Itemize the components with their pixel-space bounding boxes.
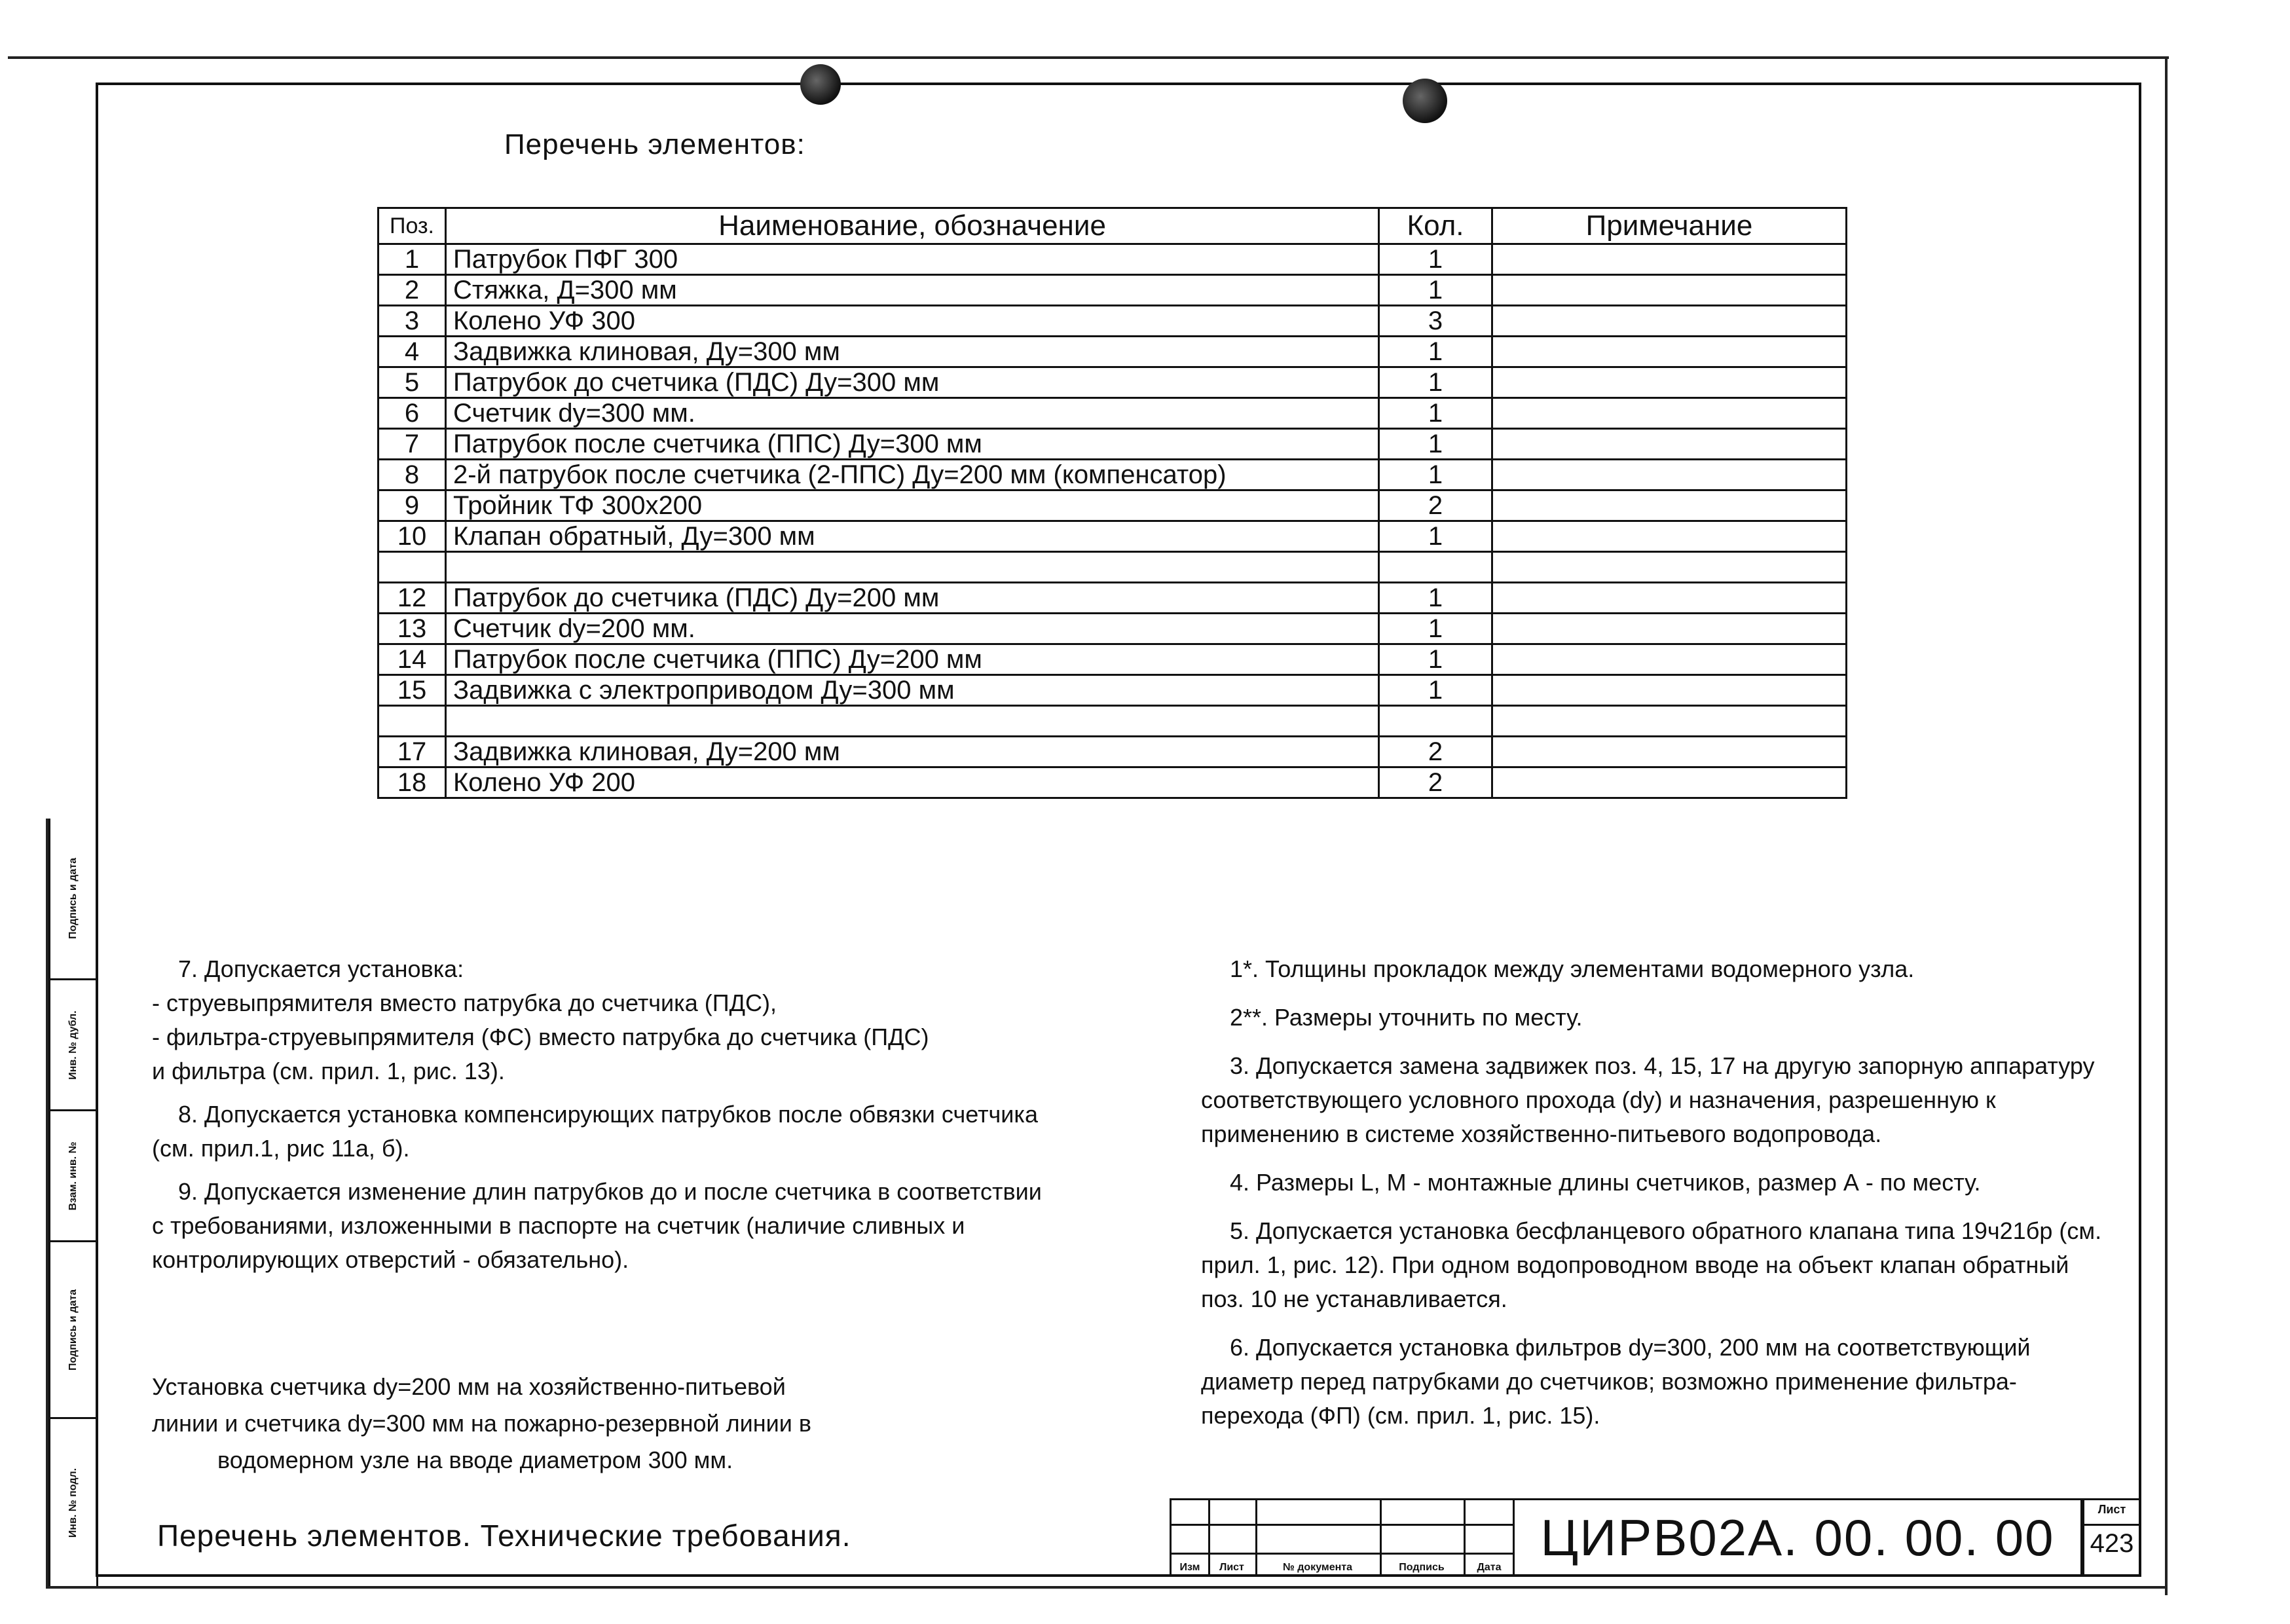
cell-name: Счетчик dy=200 мм.: [446, 614, 1379, 644]
right-border-line: [2165, 56, 2168, 1595]
cell-name: Задвижка с электроприводом Ду=300 мм: [446, 675, 1379, 706]
table-row: [379, 306, 1847, 337]
table-row: [379, 490, 1847, 521]
cell-qty: 1: [1379, 398, 1492, 429]
cell-note: [1492, 460, 1847, 490]
cell-qty: 1: [1379, 429, 1492, 460]
install-line-3: водомерном узле на вводе диаметром 300 мм.: [217, 1447, 733, 1473]
cell-name: [446, 706, 1379, 737]
cell-name: Задвижка клиновая, Ду=300 мм: [446, 337, 1379, 367]
cell-pos: 10: [379, 521, 446, 552]
label-doc-number: № документа: [1282, 1562, 1353, 1573]
side-stamp-cell: Инв. № дубл.: [50, 978, 96, 1109]
cell-pos: 15: [379, 675, 446, 706]
cell-qty: 1: [1379, 521, 1492, 552]
cell-note: [1492, 337, 1847, 367]
cell-name: Патрубок после счетчика (ППС) Ду=200 мм: [446, 644, 1379, 675]
note-5: 5. Допускается установка бесфланцевого обратного клапана типа 19ч21бр (см. прил. 1, рис. 12). При одном водопроводном вводе на объект клапан обратный поз. 10 не устанавливается.: [1201, 1217, 2102, 1312]
cell-pos: 18: [379, 767, 446, 798]
note-3: 3. Допускается замена задвижек поз. 4, 15, 17 на другую запорную аппаратуру соответствующего условного прохода (dy) и назначения, разрешенную к применению в системе хозяйственно-питьевого водопровода.: [1201, 1052, 2095, 1147]
header-name: Наименование, обозначение: [446, 208, 1379, 244]
table-row: [379, 275, 1847, 306]
cell-qty: 2: [1379, 737, 1492, 767]
note-1: 1*. Толщины прокладок между элементами водомерного узла.: [1230, 955, 1915, 982]
table-row: [379, 337, 1847, 367]
cell-qty: 1: [1379, 367, 1492, 398]
cell-qty: 1: [1379, 337, 1492, 367]
cell-qty: 1: [1379, 244, 1492, 275]
note-8: 8. Допускается установка компенсирующих патрубков после обвязки счетчика (см. прил.1, рис 11а, б).: [152, 1101, 1038, 1162]
cell-pos: [379, 552, 446, 583]
label-signature: Подпись: [1399, 1562, 1445, 1573]
cell-name: Колено УФ 200: [446, 767, 1379, 798]
bottom-border-line: [46, 1586, 2168, 1589]
cell-pos: 17: [379, 737, 446, 767]
cell-qty: 1: [1379, 614, 1492, 644]
document-code: ЦИРВ02А. 00. 00. 00: [1540, 1508, 2055, 1566]
cell-pos: 14: [379, 644, 446, 675]
cell-pos: [379, 706, 446, 737]
side-stamp-cell: Инв. № подл.: [50, 1417, 96, 1586]
cell-pos: 9: [379, 490, 446, 521]
elements-table: [377, 207, 1847, 799]
cell-note: [1492, 552, 1847, 583]
table-row: [379, 706, 1847, 737]
table-row: [379, 644, 1847, 675]
cell-qty: 1: [1379, 644, 1492, 675]
cell-name: Счетчик dy=300 мм.: [446, 398, 1379, 429]
page-title: Перечень элементов:: [504, 128, 805, 160]
sheet-number: 423: [2090, 1529, 2134, 1558]
table-row: [379, 552, 1847, 583]
cell-note: [1492, 675, 1847, 706]
cell-qty: 1: [1379, 675, 1492, 706]
cell-note: [1492, 275, 1847, 306]
top-border-line: [8, 56, 2169, 59]
cell-qty: 3: [1379, 306, 1492, 337]
cell-name: [446, 552, 1379, 583]
table-row: [379, 737, 1847, 767]
side-stamp-cell: Подпись и дата: [67, 858, 79, 939]
cell-name: Стяжка, Д=300 мм: [446, 275, 1379, 306]
table-row: [379, 367, 1847, 398]
note-6: 6. Допускается установка фильтров dy=300, 200 мм на соответствующий диаметр перед патрубками до счетчиков; возможно применение фильтра-перехода (ФП) (см. прил. 1, рис. 15).: [1201, 1334, 2031, 1429]
revision-grid: [1170, 1498, 1513, 1577]
cell-name: Тройник ТФ 300х200: [446, 490, 1379, 521]
cell-qty: [1379, 706, 1492, 737]
install-line-1: Установка счетчика dy=200 мм на хозяйственно-питьевой: [152, 1373, 786, 1400]
cell-qty: 2: [1379, 490, 1492, 521]
table-row: [379, 767, 1847, 798]
left-notes: [152, 952, 1056, 1277]
note-7-item-b: - фильтра-струевыпрямителя (ФС) вместо патрубка до счетчика (ПДС): [152, 1024, 929, 1050]
note-2: 2**. Размеры уточнить по месту.: [1230, 1004, 1583, 1031]
header-qty: Кол.: [1379, 208, 1492, 244]
cell-note: [1492, 644, 1847, 675]
cell-qty: 2: [1379, 767, 1492, 798]
cell-note: [1492, 398, 1847, 429]
cell-note: [1492, 767, 1847, 798]
installation-description: [152, 1369, 977, 1479]
label-date: Дата: [1477, 1562, 1502, 1573]
label-izm: Изм: [1179, 1562, 1200, 1573]
note-7-item-a: - струевыпрямителя вместо патрубка до счетчика (ПДС),: [152, 989, 777, 1016]
cell-pos: 8: [379, 460, 446, 490]
cell-pos: 3: [379, 306, 446, 337]
table-row: [379, 429, 1847, 460]
cell-note: [1492, 429, 1847, 460]
table-row: [379, 398, 1847, 429]
cell-name: 2-й патрубок после счетчика (2-ППС) Ду=200 мм (компенсатор): [446, 460, 1379, 490]
install-line-2: линии и счетчика dy=300 мм на пожарно-резервной линии в: [152, 1410, 811, 1437]
cell-pos: 1: [379, 244, 446, 275]
cell-name: Патрубок до счетчика (ПДС) Ду=200 мм: [446, 583, 1379, 614]
right-notes: [1201, 952, 2111, 1433]
note-9: 9. Допускается изменение длин патрубков до и после счетчика в соответствии с требованиями, изложенными в паспорте на счетчик (наличие сливных и контролирующих отверстий - обязательно).: [152, 1178, 1042, 1273]
table-body: [379, 244, 1847, 798]
side-stamp-cell: Взам. инв. №: [50, 1109, 96, 1240]
cell-pos: 4: [379, 337, 446, 367]
punch-hole-icon: [1403, 79, 1447, 123]
cell-note: [1492, 706, 1847, 737]
table-row: [379, 460, 1847, 490]
table-header-row: [379, 208, 1847, 244]
cell-pos: 13: [379, 614, 446, 644]
cell-name: Патрубок до счетчика (ПДС) Ду=300 мм: [446, 367, 1379, 398]
cell-note: [1492, 367, 1847, 398]
cell-note: [1492, 521, 1847, 552]
table-row: [379, 244, 1847, 275]
table-row: [379, 521, 1847, 552]
header-note: Примечание: [1492, 208, 1847, 244]
sheet-caption: Перечень элементов. Технические требования.: [157, 1519, 851, 1553]
cell-name: Патрубок после счетчика (ППС) Ду=300 мм: [446, 429, 1379, 460]
side-stamp: [48, 819, 98, 1586]
cell-note: [1492, 306, 1847, 337]
cell-pos: 2: [379, 275, 446, 306]
cell-name: Патрубок ПФГ 300: [446, 244, 1379, 275]
sheet-label: Лист: [2097, 1503, 2126, 1516]
side-stamp-cell: Подпись и дата: [50, 1240, 96, 1417]
cell-qty: 1: [1379, 583, 1492, 614]
cell-pos: 12: [379, 583, 446, 614]
cell-pos: 6: [379, 398, 446, 429]
note-4: 4. Размеры L, M - монтажные длины счетчиков, размер А - по месту.: [1230, 1169, 1981, 1196]
cell-pos: 5: [379, 367, 446, 398]
table-row: [379, 675, 1847, 706]
cell-name: Клапан обратный, Ду=300 мм: [446, 521, 1379, 552]
title-block: [1170, 1498, 2141, 1577]
cell-note: [1492, 737, 1847, 767]
cell-qty: [1379, 552, 1492, 583]
cell-qty: 1: [1379, 275, 1492, 306]
cell-name: Задвижка клиновая, Ду=200 мм: [446, 737, 1379, 767]
cell-note: [1492, 614, 1847, 644]
cell-qty: 1: [1379, 460, 1492, 490]
cell-note: [1492, 490, 1847, 521]
sheet-number-box: [2082, 1498, 2141, 1577]
note-7-title: 7. Допускается установка:: [178, 955, 464, 982]
cell-pos: 7: [379, 429, 446, 460]
table-row: [379, 614, 1847, 644]
cell-note: [1492, 244, 1847, 275]
cell-name: Колено УФ 300: [446, 306, 1379, 337]
header-pos: Поз.: [379, 208, 446, 244]
label-list: Лист: [1219, 1562, 1244, 1573]
punch-hole-icon: [800, 64, 841, 105]
cell-note: [1492, 583, 1847, 614]
note-7-item-c: и фильтра (см. прил. 1, рис. 13).: [152, 1058, 505, 1084]
document-code-box: [1513, 1498, 2082, 1577]
table-row: [379, 583, 1847, 614]
